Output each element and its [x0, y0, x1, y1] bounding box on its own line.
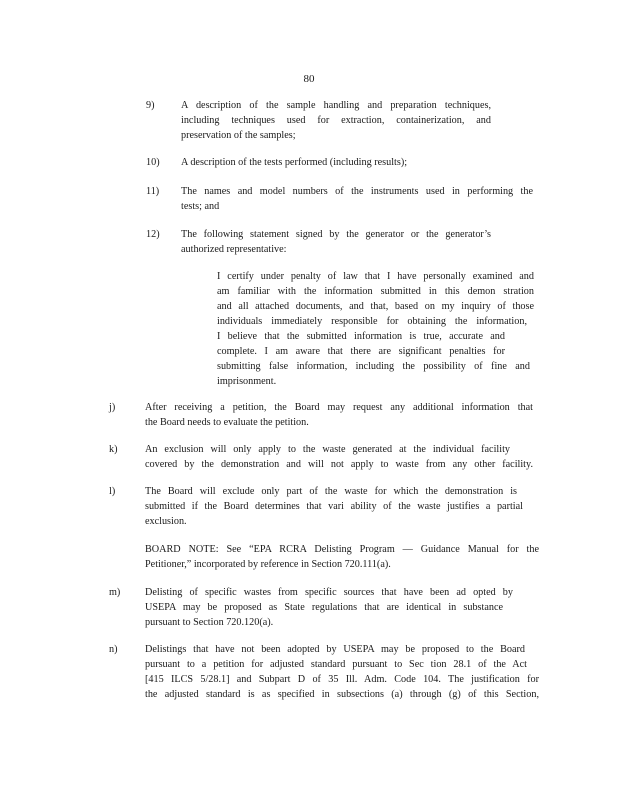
item-label: m)	[109, 587, 121, 598]
item-label: 11)	[146, 186, 160, 197]
item-line: Delisting of specific wastes from specific sources that have been ad opted by	[145, 587, 513, 598]
item-line: authorized representative:	[181, 244, 287, 255]
board-note-line: Petitioner,” incorporated by reference in Section 720.111(a).	[145, 559, 391, 570]
item-line: USEPA may be proposed as State regulations that are identical in substance	[145, 602, 503, 613]
item-line: tests; and	[181, 201, 220, 212]
item-line: the Board needs to evaluate the petition.	[145, 417, 309, 428]
item-line: An exclusion will only apply to the waste generated at the individual facility	[145, 444, 510, 455]
item-line: A description of the tests performed (including results);	[181, 157, 408, 168]
item-label: 10)	[146, 157, 160, 168]
item-line: The Board will exclude only part of the waste for which the demonstration is	[145, 486, 517, 497]
certification-statement	[217, 269, 534, 389]
item-label: n)	[109, 644, 118, 655]
item-line: pursuant to a petition for adjusted standard pursuant to Sec tion 28.1 of the Act	[145, 659, 527, 670]
item-label: l)	[109, 486, 116, 497]
item-line: Delistings that have not been adopted by USEPA may be proposed to the Board	[145, 644, 525, 655]
item-line: preservation of the samples;	[181, 130, 296, 141]
item-line: A description of the sample handling and preparation techniques,	[181, 100, 491, 111]
certification-line: I certify under penalty of law that I have personally examined and	[217, 271, 534, 282]
item-line: covered by the demonstration and will not apply to waste from any other facility.	[145, 459, 533, 470]
certification-line: submitting false information, including the possibility of fine and	[217, 361, 530, 372]
item-line: pursuant to Section 720.120(a).	[145, 617, 274, 628]
board-note-line: BOARD NOTE: See “EPA RCRA Delisting Program — Guidance Manual for the	[145, 544, 539, 555]
item-line: [415 ILCS 5/28.1] and Subpart D of 35 Ill. Adm. Code 104. The justification for	[145, 674, 539, 685]
item-label: 9)	[146, 100, 155, 111]
item-label: 12)	[146, 229, 160, 240]
page-number: 80	[303, 73, 315, 85]
item-label: k)	[109, 444, 118, 455]
item-line: exclusion.	[145, 516, 187, 527]
item-line: the adjusted standard is as specified in subsections (a) through (g) of this Section,	[145, 689, 539, 700]
item-line: The names and model numbers of the instruments used in performing the	[181, 186, 533, 197]
certification-line: imprisonment.	[217, 376, 277, 387]
item-line: The following statement signed by the generator or the generator’s	[181, 229, 491, 240]
item-label: j)	[109, 402, 116, 413]
certification-line: individuals immediately responsible for obtaining the information,	[217, 316, 527, 327]
certification-line: and all attached documents, and that, based on my inquiry of those	[217, 301, 534, 312]
certification-line: I believe that the submitted information is true, accurate and	[217, 331, 505, 342]
certification-line: am familiar with the information submitted in this demon stration	[217, 286, 534, 297]
certification-line: complete. I am aware that there are significant penalties for	[217, 346, 505, 357]
item-line: including techniques used for extraction, containerization, and	[181, 115, 491, 126]
item-line: submitted if the Board determines that vari ability of the waste justifies a partial	[145, 501, 523, 512]
item-line: After receiving a petition, the Board may request any additional information that	[145, 402, 533, 413]
